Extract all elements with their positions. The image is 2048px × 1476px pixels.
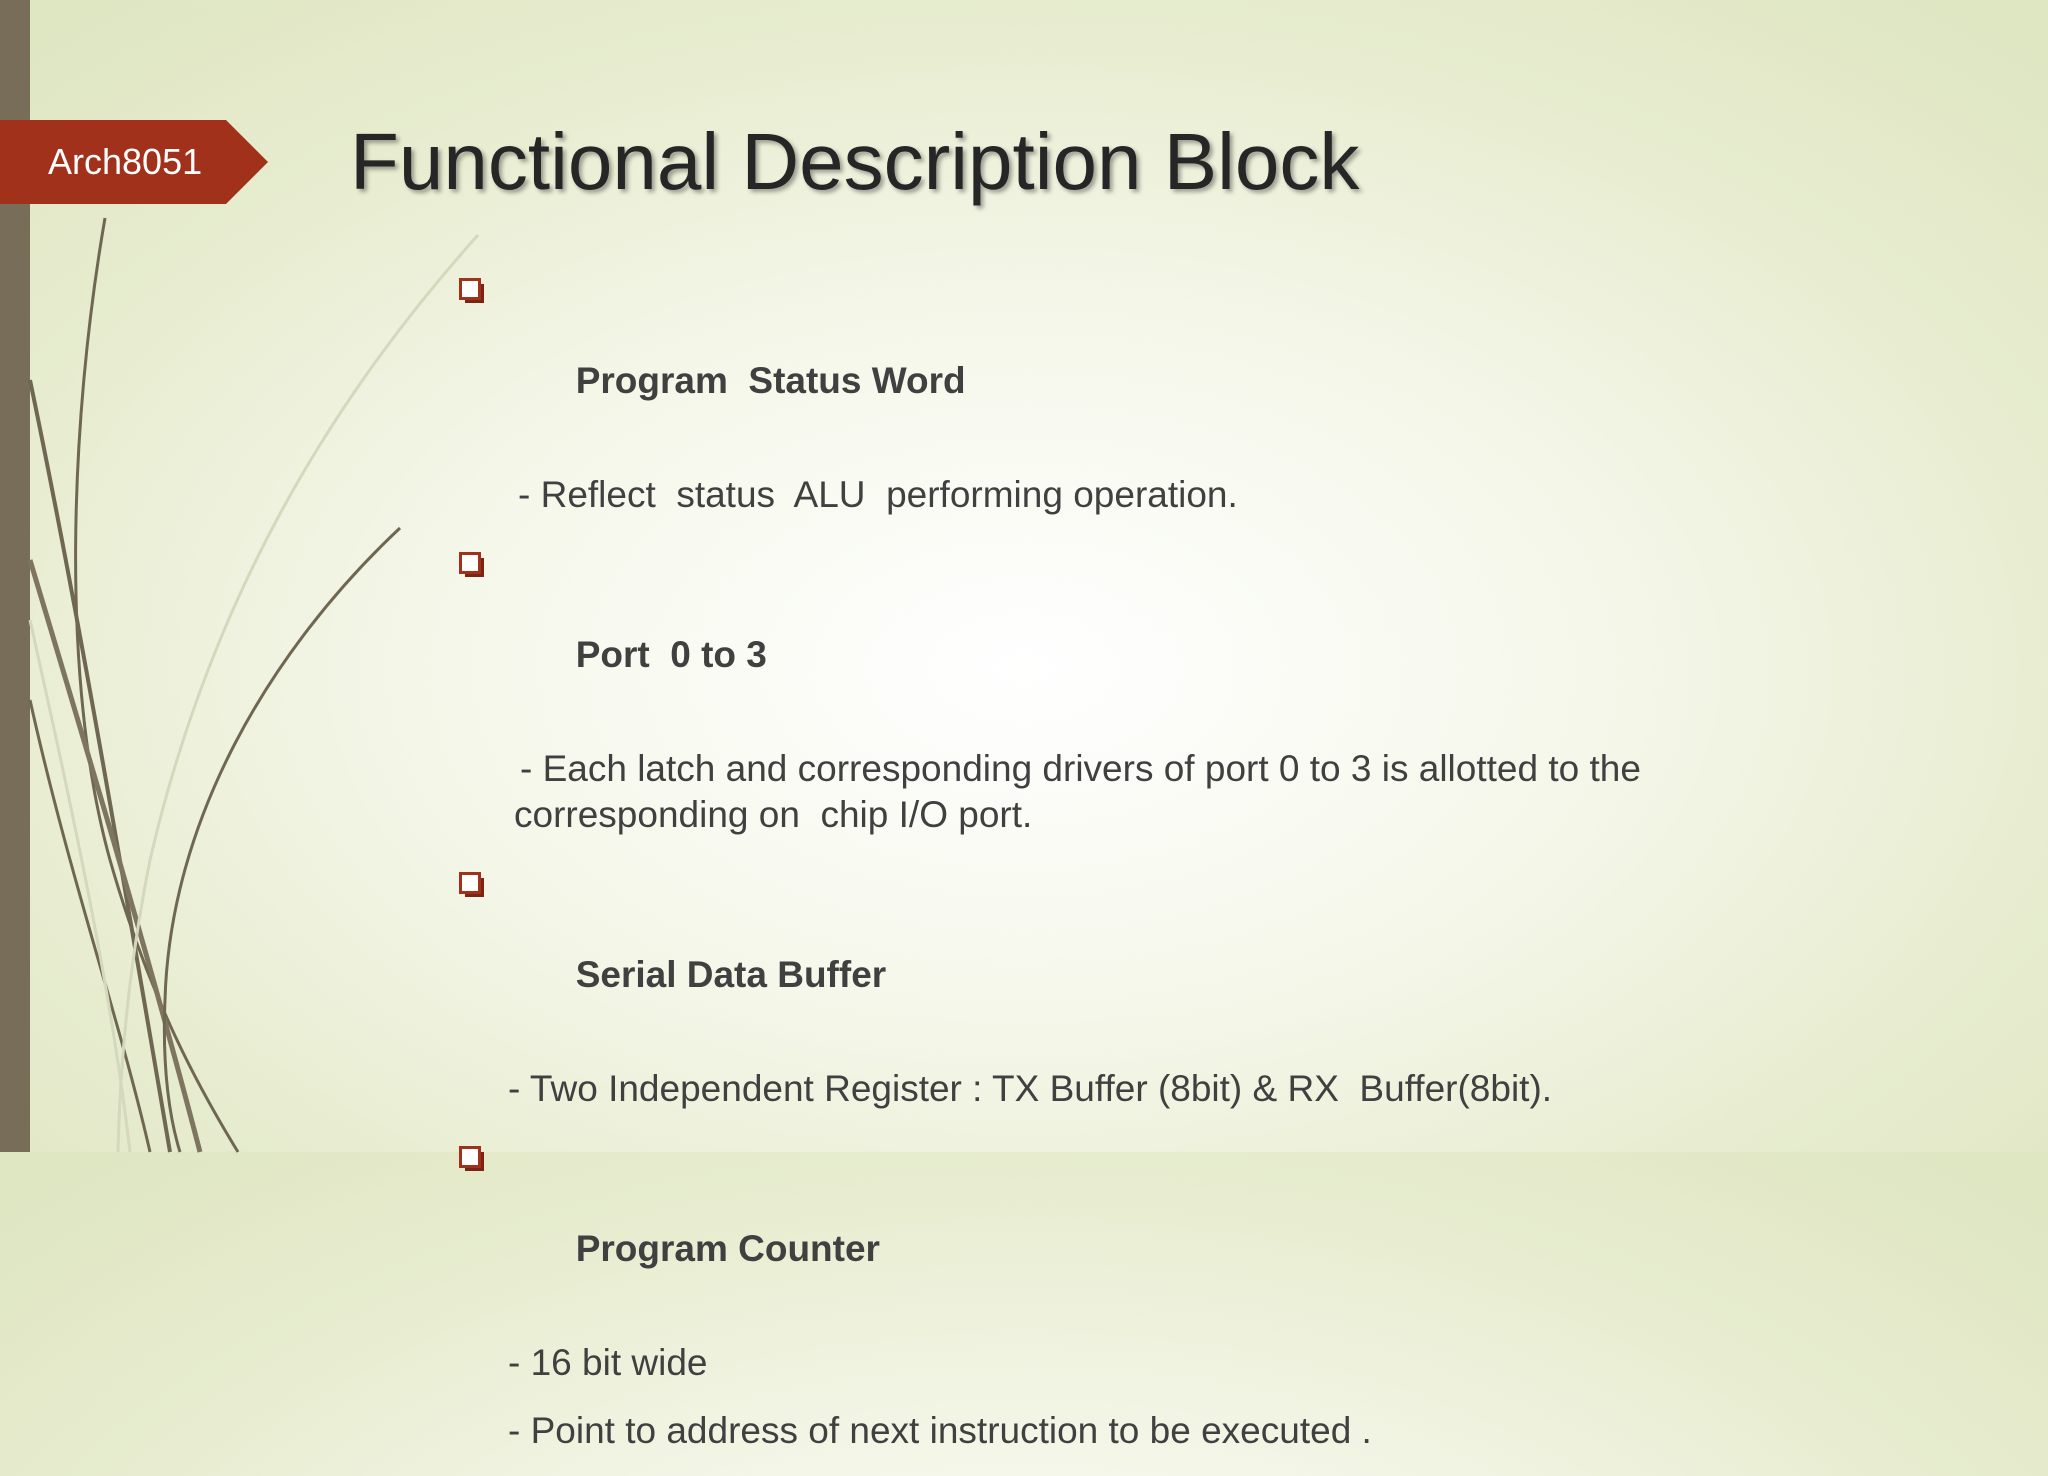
hollow-square-bullet-icon xyxy=(459,552,485,578)
bullet-description: - Point to address of next instruction to be executed . xyxy=(508,1410,1372,1451)
bullet-heading-program-status-word xyxy=(514,266,1755,450)
section-tag-label: Arch8051 xyxy=(48,141,203,182)
bullet-description: - 16 bit wide xyxy=(508,1342,708,1383)
hollow-square-bullet-icon xyxy=(459,1146,485,1172)
bullet-heading-serial-data-buffer xyxy=(514,860,1755,1044)
bullet-heading-text: Program Counter xyxy=(575,1228,880,1269)
hollow-square-bullet-icon xyxy=(459,872,485,898)
bullet-heading-text: Port 0 to 3 xyxy=(575,634,767,675)
bullet-heading-port-0-to-3 xyxy=(514,540,1755,724)
hollow-square-bullet-icon xyxy=(459,278,485,304)
slide-title: Functional Description Block xyxy=(350,117,1360,206)
bullet-description: - Two Independent Register : TX Buffer (8bit) & RX Buffer(8bit). xyxy=(508,1068,1553,1109)
bullet-heading-program-counter xyxy=(514,1134,1755,1318)
bullet-heading-text: Serial Data Buffer xyxy=(575,954,887,995)
bullet-description: - Reflect status ALU performing operation. xyxy=(518,474,1238,515)
section-tag xyxy=(0,120,268,204)
bullet-list xyxy=(455,266,1755,1476)
bullet-description: - Each latch and corresponding drivers of port 0 to 3 is allotted to the corresponding on chip I/O port. xyxy=(514,748,1641,835)
bullet-heading-text: Program Status Word xyxy=(575,360,966,401)
